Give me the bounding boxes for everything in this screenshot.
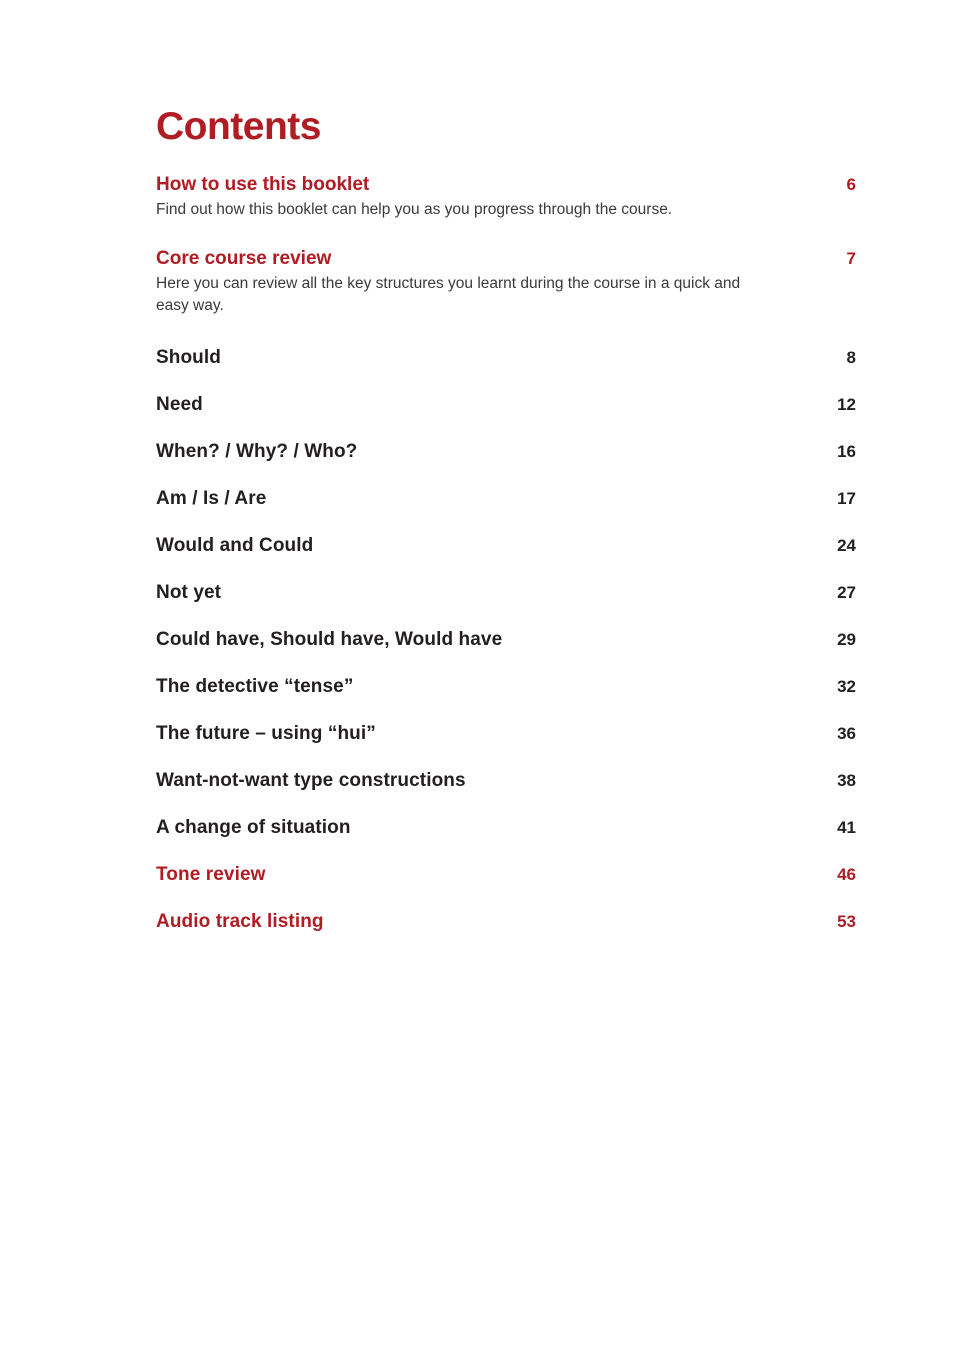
toc-entry-am-is-are[interactable] <box>156 475 856 522</box>
toc-entry-page-number: 16 <box>837 441 856 461</box>
toc-entry-label: The future – using “hui” <box>156 722 376 744</box>
toc-entry-the-detective-tense[interactable] <box>156 663 856 710</box>
toc-section-label: Core course review <box>156 248 332 270</box>
table-of-contents <box>156 106 856 945</box>
toc-entry-page-number: 12 <box>837 394 856 414</box>
toc-section-core-course-review[interactable] <box>156 247 856 318</box>
toc-entry-page-number: 17 <box>837 488 856 508</box>
toc-entry-need[interactable] <box>156 381 856 428</box>
toc-entry-page-number: 38 <box>837 770 856 790</box>
toc-section-label: How to use this booklet <box>156 173 370 195</box>
toc-entry-want-not-want-type-constructions[interactable] <box>156 757 856 804</box>
toc-entry-label: Not yet <box>156 581 222 603</box>
toc-entry-page-number: 46 <box>837 864 856 884</box>
toc-entry-when-why-who[interactable] <box>156 428 856 475</box>
toc-entry-label: Could have, Should have, Would have <box>156 628 503 650</box>
toc-entry-page-number: 29 <box>837 629 856 649</box>
toc-entry-page-number: 32 <box>837 676 856 696</box>
toc-entry-could-have-should-have-would-have[interactable] <box>156 616 856 663</box>
toc-entry-page-number: 36 <box>837 723 856 743</box>
toc-entry-page-number: 27 <box>837 582 856 602</box>
toc-section-how-to-use[interactable] <box>156 173 856 221</box>
toc-entry-label: The detective “tense” <box>156 675 354 697</box>
toc-entry-the-future-using-hui[interactable] <box>156 710 856 757</box>
toc-entry-tone-review[interactable] <box>156 851 856 898</box>
toc-entry-label: Would and Could <box>156 534 314 556</box>
toc-section-page-number: 6 <box>846 174 856 194</box>
toc-entry-page-number: 53 <box>837 911 856 931</box>
toc-entry-label: Want-not-want type constructions <box>156 769 466 791</box>
spacer <box>156 318 856 334</box>
toc-entry-a-change-of-situation[interactable] <box>156 804 856 851</box>
spacer <box>156 221 856 247</box>
toc-entry-label: Need <box>156 393 203 415</box>
toc-entry-label: Am / Is / Are <box>156 487 267 509</box>
page-title: Contents <box>156 105 321 148</box>
toc-section-description: Find out how this booklet can help you as you progress through the course. <box>156 200 673 218</box>
toc-entry-label: When? / Why? / Who? <box>156 440 358 462</box>
toc-section-page-number: 7 <box>846 249 856 269</box>
toc-entry-page-number: 41 <box>837 817 856 837</box>
toc-entry-page-number: 8 <box>846 347 856 367</box>
toc-entry-label: Should <box>156 346 221 368</box>
toc-entry-label: A change of situation <box>156 816 351 838</box>
toc-entry-should[interactable] <box>156 334 856 381</box>
toc-entry-not-yet[interactable] <box>156 569 856 616</box>
toc-entry-audio-track-listing[interactable] <box>156 898 856 945</box>
toc-section-description: Here you can review all the key structures you learnt during the course in a quick and easy way. <box>156 274 741 315</box>
toc-entry-would-and-could[interactable] <box>156 522 856 569</box>
toc-entry-label: Tone review <box>156 863 266 885</box>
toc-entry-label: Audio track listing <box>156 910 324 932</box>
toc-entry-page-number: 24 <box>837 535 856 555</box>
